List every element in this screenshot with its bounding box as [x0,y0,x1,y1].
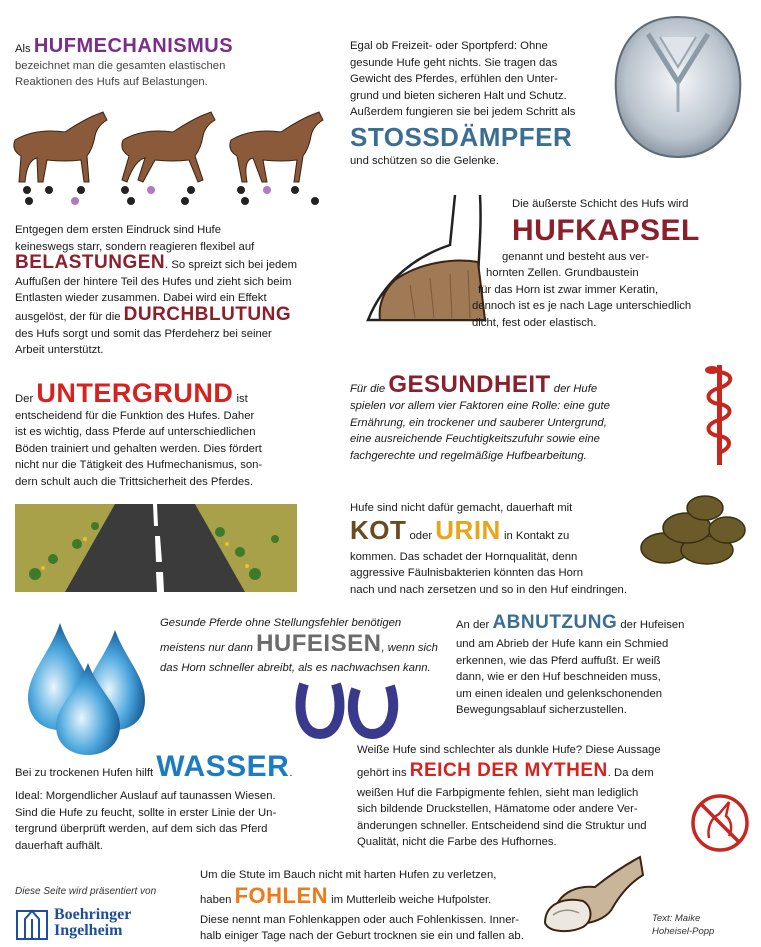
kot-keyword1: KOT [350,514,407,545]
hufeisen-line2b: , wenn sich [381,641,438,654]
abnutzung-line3: dann, wie er den Huf beschneiden muss, [456,671,661,684]
unicorn-icon [689,792,751,854]
logo-line2: Ingelheim [54,922,123,939]
abnutzung-pre: An der [456,619,493,631]
horses-gait-icon [5,110,335,205]
credit-line2: Hoheisel-Popp [652,926,715,937]
fohlen-keyword: FOHLEN [234,882,329,908]
hoof-sole-icon [608,12,748,162]
abnutzung-post: der Hufeisen [617,619,685,631]
caduceus-icon [695,360,745,470]
wasser-line3: tergrund überprüft werden, auf dem sich das Pferd [15,823,268,836]
kot-line3: aggressive Fäulnisbakterien könnten das Horn [350,567,583,580]
stoss-line6: und schützen so die Gelenke. [350,154,499,167]
fohlen-line3: halb einiger Tage nach der Geburt trocknen sie ein und fallen ab. [200,930,524,943]
hufmechanismus-text [15,35,315,91]
gesundheit-line1: spielen vor allem vier Faktoren eine Rolle: eine gute [350,400,610,412]
fohlen-line1: Um die Stute im Bauch nicht mit harten Hufen zu verletzen, [200,869,497,881]
credit [652,912,714,938]
stoss-line2: gesunde Hufe geht nichts. Sie tragen das [350,56,558,69]
hufmechanismus-keyword: HUFMECHANISMUS [33,35,234,57]
untergrund-line2: ist es wichtig, dass Pferde auf unterschiedlichen [15,426,256,439]
belast-line4: Auffußen der hintere Teil des Hufes und zieht sich beim [15,275,292,288]
manure-icon [635,488,755,568]
fohlen-line2: Diese nennt man Fohlenkappen oder auch Fohlenkissen. Inner- [200,913,520,926]
wasser-pre: Bei zu trockenen Hufen hilft [15,767,157,779]
belast-keyword1: BELASTUNGEN [15,252,166,274]
wasser-post: . [289,767,293,779]
kot-post: in Kontakt zu [500,529,570,542]
belast-line7: des Hufs sorgt und somit das Pferdeherz bei seiner [15,327,272,340]
gesundheit-pre: Für die [350,383,389,395]
kot-line4: nach und nach zersetzen und so in den Huf eindringen. [350,583,627,596]
hufkapsel-line4: für das Horn ist zwar immer Keratin, [478,283,659,296]
wasser-line4: dauerhaft aufhält. [15,839,103,852]
untergrund-post: ist [233,393,248,405]
credit-line1: Text: Maike [652,913,701,924]
abnutzung-keyword: ABNUTZUNG [492,612,618,633]
logo-icon [15,905,49,941]
belast-line5: Entlasten wieder zusammen. Dabei wird ein Effekt [15,292,267,305]
stossdaempfer-text [350,38,600,170]
abnutzung-line1: und am Abrieb der Hufe kann ein Schmied [456,638,669,650]
hufkapsel-line3: hornten Zellen. Grundbaustein [486,267,639,280]
mythen-pre: gehört ins [357,766,410,779]
abnutzung-text [456,612,746,719]
sponsor-logo[interactable] [15,903,131,943]
hufkapsel-line6: dicht, fest oder elastisch. [472,316,597,329]
hufkapsel-line2: genannt und besteht aus ver- [502,250,649,263]
mythen-line4: änderungen schneller. Entscheidend sind die Struktur und [357,819,647,832]
belast-line8: Arbeit unterstützt. [15,344,104,357]
gesundheit-line2: Ernährung, ein trockener und sauberer Untergrund, [350,416,607,429]
kot-mid: oder [406,529,436,542]
road-icon [15,504,297,592]
mythen-post: . Da dem [607,766,654,779]
hufeisen-text [160,615,460,676]
hufkapsel-text [470,196,750,332]
stoss-keyword: STOSSDÄMPFER [350,121,573,152]
horseshoes-icon [290,674,410,744]
untergrund-line3: Böden trainiert und gehalten werden. Dies fördert [15,442,262,455]
belastungen-text [15,222,345,359]
gesundheit-line4: fachgerechte und regelmäßige Hufbearbeitung. [350,449,587,462]
logo-line1: Boehringer [54,906,132,923]
stoss-line3: Gewicht des Pferdes, erfühlen den Unter- [350,73,558,86]
untergrund-line4: nicht nur die Tätigkeit des Hufmechanismus, son- [15,459,263,472]
mythen-line1: Weiße Hufe sind schlechter als dunkle Hufe? Diese Aussage [357,744,661,756]
untergrund-line5: dern schult auch die Trittsicherheit des Pferdes. [15,475,253,488]
belast-line2: keineswegs starr, sondern reagieren flexibel auf [15,240,255,253]
kot-line1: Hufe sind nicht dafür gemacht, dauerhaft mit [350,502,573,514]
hufmechanismus-pre: Als [15,43,34,55]
hufeisen-line1: Gesunde Pferde ohne Stellungsfehler benötigen [160,617,402,629]
water-drops-icon [20,618,150,758]
kot-line2: kommen. Das schadet der Hornqualität, denn [350,550,578,563]
fohlen-pre: haben [200,893,235,906]
abnutzung-line5: Bewegungsablauf sicherzustellen. [456,704,627,717]
kot-keyword2: URIN [435,514,501,545]
mythen-keyword: REICH DER MYTHEN [409,759,608,781]
stoss-line4: grund und bieten sicheren Halt und Schutz. [350,89,567,102]
hufeisen-line3: das Horn schneller abreibt, als es nachwachsen kann. [160,661,431,674]
untergrund-pre: Der [15,393,37,405]
hufeisen-line2a: meistens nur dann [160,641,257,654]
gesundheit-keyword: GESUNDHEIT [388,371,551,398]
belast-line1: Entgegen dem ersten Eindruck sind Hufe [15,224,221,236]
foal-hoof-icon [535,855,645,935]
wasser-line2: Sind die Hufe zu feucht, sollte in erster Linie der Un- [15,806,277,819]
wasser-keyword: WASSER [156,750,290,783]
untergrund-text [15,380,345,491]
mythen-line3: sich bildende Druckstellen, Hämatome oder andere Ver- [357,803,638,816]
mythen-text [357,742,687,851]
gesundheit-post: der Hufe [550,383,598,395]
wasser-line1: Ideal: Morgendlicher Auslauf auf taunassen Wiesen. [15,790,276,802]
wasser-text [15,752,335,854]
hufmechanismus-line2: Reaktionen des Hufs auf Belastungen. [15,76,208,89]
untergrund-line1: entscheidend für die Funktion des Hufes. Daher [15,409,255,422]
fohlen-post: im Mutterleib weiche Hufpolster. [328,893,492,906]
untergrund-keyword: UNTERGRUND [36,378,234,408]
mythen-line2: weißen Huf die Farbpigmente fehlen, sieht man lediglich [357,786,639,799]
stoss-line1: Egal ob Freizeit- oder Sportpferd: Ohne [350,40,548,52]
mythen-line5: Qualität, nicht die Farbe des Hufhornes. [357,836,557,849]
abnutzung-line4: um einen idealen und gelenkschonenden [456,687,663,700]
belast-line6: ausgelöst, der für die [15,310,124,323]
stoss-line5: Außerdem fungieren sie bei jedem Schritt als [350,106,576,119]
fohlen-text [200,867,540,945]
abnutzung-line2: erkennen, wie das Pferd auffußt. Er weiß [456,654,661,667]
belast-keyword2: DURCHBLUTUNG [123,303,292,325]
hufmechanismus-line1: bezeichnet man die gesamten elastischen [15,59,226,72]
sponsor-note: Diese Seite wird präsentiert von [15,886,157,897]
gesundheit-line3: eine ausreichende Feuchtigkeitszufuhr sowie eine [350,433,600,446]
hufkapsel-line5: dennoch ist es je nach Lage unterschiedlich [472,300,692,313]
hufkapsel-keyword: HUFKAPSEL [512,213,700,247]
hufkapsel-line1: Die äußerste Schicht des Hufs wird [512,198,689,210]
belast-line3: . So spreizt sich bei jedem [165,259,297,272]
hufeisen-keyword: HUFEISEN [256,629,382,657]
gesundheit-text [350,372,680,464]
